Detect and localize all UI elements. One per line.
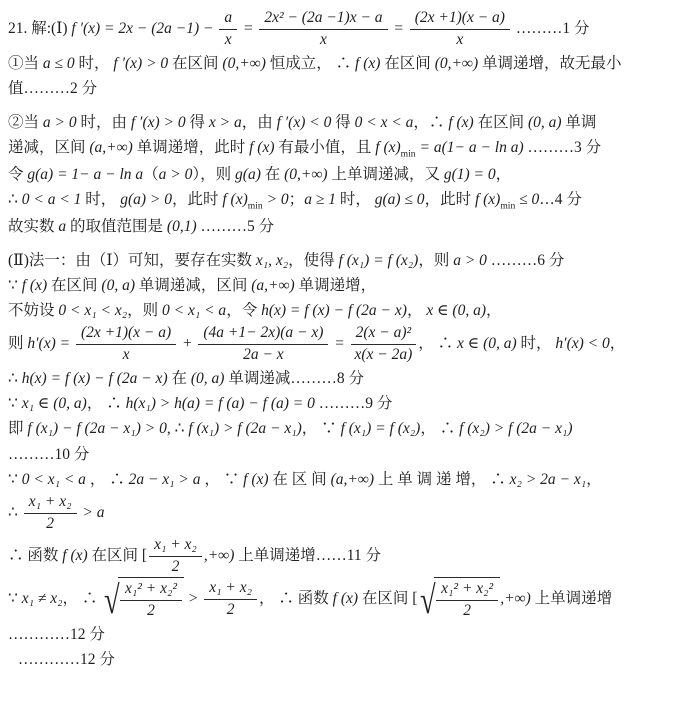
text-run: 在区间 <box>47 277 102 295</box>
fraction-numerator: x₁ + x₂ <box>24 493 77 514</box>
text-run: ，∴ <box>413 114 449 132</box>
fraction-denominator: 2 <box>147 602 155 620</box>
text-run: 故实数 <box>8 218 59 235</box>
math-expression: x ∈ (0, a) <box>456 335 517 353</box>
text-run: 单调递增， <box>294 277 377 295</box>
fraction-denominator: 2 <box>463 602 472 620</box>
fraction <box>22 493 79 534</box>
text-run: 上单调递增 <box>530 590 613 608</box>
text-run: 的取值范围是 <box>66 218 167 235</box>
math-expression: (0,+∞) <box>222 54 266 72</box>
line-8-range <box>8 214 672 239</box>
math-expression: x ∈ (0, a) <box>426 302 487 320</box>
text-run: ， ∴ <box>418 335 457 353</box>
fraction-denominator: x <box>456 30 464 48</box>
fraction-denominator: x <box>224 30 232 48</box>
text-run: 时， <box>516 335 556 353</box>
text-run: ………6 分 <box>486 252 565 270</box>
text-run: ， ∴ 函数 <box>259 590 333 608</box>
math-expression: a ≥ 1 <box>304 191 336 209</box>
math-expression: + <box>178 335 197 353</box>
text-run: ， ∴ <box>420 420 460 438</box>
text-run: 单调递增，故无最小 <box>478 54 622 72</box>
fraction-denominator: 2a − x <box>243 346 284 364</box>
text-run: 单调递减………8 分 <box>224 370 364 388</box>
text-run: 恒成立， ∴ <box>265 54 356 72</box>
text-run: ∴ <box>8 191 22 209</box>
fraction <box>202 579 259 620</box>
math-expression: f (x₂) > f (2a − x₁) <box>459 420 573 438</box>
text-run: , ∴ <box>166 420 189 438</box>
fraction-numerator: x₁ + x₂ <box>204 579 257 600</box>
math-expression: g(1) = 0 <box>443 166 496 184</box>
fraction-numerator: (2x +1)(x − a) <box>410 9 510 30</box>
fraction-numerator: (2x +1)(x − a) <box>76 324 176 345</box>
math-expression: f (x) <box>249 139 275 157</box>
math-expression: 0 < a < 1 <box>21 191 82 209</box>
math-expression: 0 < x₁ < a <box>21 470 86 488</box>
text-run: ，则 <box>127 302 162 320</box>
text-run: 时， <box>81 191 121 209</box>
math-expression: (0,+∞) <box>434 54 479 72</box>
text-run: ， <box>406 302 427 320</box>
math-expression: f (x) <box>448 114 474 132</box>
line-4-case2 <box>8 110 672 135</box>
line-11-h-def <box>8 298 672 323</box>
line-10-monotonicity <box>8 273 672 298</box>
text-run: 有最小值，且 <box>274 139 376 157</box>
text-run: ∴ <box>8 503 22 521</box>
line-7-sign-analysis <box>8 187 672 214</box>
text-run: 值………2 分 <box>8 79 98 97</box>
math-expression: a > 0 <box>42 114 77 132</box>
math-expression: a > 0 <box>158 166 193 184</box>
text-run: …4 分 <box>539 191 582 209</box>
line-18-midpoint <box>8 492 672 535</box>
text-run: 得 <box>185 114 209 132</box>
line-14-h-positive <box>8 391 672 416</box>
text-run: 在区间 [ <box>87 546 148 564</box>
subscript-label: min <box>247 200 263 212</box>
text-run: …………12 分 <box>8 626 105 644</box>
math-expression: f ′(x) < 0 <box>276 114 332 132</box>
math-expression: = a(1− a − ln a) <box>415 139 524 157</box>
text-run: 得 <box>331 114 355 132</box>
math-expression: f (x₁) > f (2a − x₁) <box>188 420 302 438</box>
math-expression: h(x) = f (x) − f (2a − x) <box>21 370 168 388</box>
square-root <box>101 577 184 622</box>
math-expression: ≤ 0 <box>515 191 540 209</box>
text-run: ………9 分 <box>314 395 393 413</box>
math-expression: f (x) <box>355 54 381 72</box>
text-run: 在区间 <box>473 114 528 132</box>
text-run: ， <box>486 302 502 320</box>
line-20-sqrt-comparison <box>8 577 672 622</box>
radical-icon: √ <box>420 577 437 622</box>
text-run: ∵ <box>8 470 22 488</box>
line-15-inequality-chain <box>8 416 672 441</box>
math-expression: x₁ ∈ (0, a) <box>21 395 87 413</box>
text-run: 上单调递增……11 分 <box>234 546 382 564</box>
math-expression: 0 < x₁ < a <box>162 302 227 320</box>
text-run: 令 <box>8 166 28 184</box>
square-root <box>417 577 500 622</box>
text-run: ，此时 <box>424 191 475 209</box>
text-run: …………12 分 <box>18 651 115 669</box>
fraction-denominator: 2 <box>226 601 235 619</box>
fraction-denominator: 2 <box>46 514 54 532</box>
text-run: 在区间 <box>168 54 223 72</box>
fraction <box>217 9 239 50</box>
text-run: ∵ <box>8 277 22 295</box>
line-12-h-derivative <box>8 323 672 366</box>
math-expression: f (x) <box>332 590 359 608</box>
text-run: ∴ 函数 <box>8 546 63 564</box>
text-run: 在 <box>167 370 191 388</box>
text-run: ①当 <box>8 54 43 72</box>
math-expression: = <box>239 19 258 37</box>
text-run: ………5 分 <box>196 218 275 235</box>
text-run: 上 单 调 递 增， ∴ <box>374 470 510 488</box>
fraction <box>408 9 512 50</box>
math-expression: (a,+∞) <box>251 277 295 295</box>
math-expression: h(x) = f (x) − f (2a − x) <box>261 302 407 320</box>
math-expression: h(x₁) > h(a) = f (a) − f (a) = 0 <box>125 395 315 413</box>
math-expression: (0, a) <box>190 370 225 388</box>
radicand <box>118 577 184 622</box>
math-expression: f (x) <box>243 470 269 488</box>
text-run: 单调递减，区间 <box>134 277 252 295</box>
text-run: ， <box>495 166 512 184</box>
text-run: 在区间 <box>380 54 435 72</box>
text-run: 单调 <box>561 114 597 132</box>
math-expression: (0, a) <box>101 277 135 295</box>
fraction-numerator: x₁² + x₂² <box>120 580 182 601</box>
line-13-h-decreasing <box>8 366 672 391</box>
math-expression: > 0 <box>262 191 289 209</box>
math-expression: > <box>184 590 203 608</box>
math-expression: f (x₁) = f (x₂) <box>338 252 419 270</box>
line-17-x2-bound <box>8 467 672 492</box>
text-run: ， ∴ <box>62 590 102 608</box>
text-run: ， ∵ <box>301 420 341 438</box>
text-run: ………3 分 <box>523 139 602 157</box>
math-expression: f ′(x) = 2x − (2a −1) − <box>71 19 218 37</box>
math-expression: (0, a) <box>527 114 562 132</box>
math-expression: ,+∞) <box>500 590 531 608</box>
math-expression: f (x) <box>474 191 501 209</box>
math-expression: h′(x) = <box>27 335 74 353</box>
line-6-g-def <box>8 162 672 187</box>
math-expression: x₁ ≠ x₂ <box>21 590 63 608</box>
math-expression: f (x₁) − f (2a − x₁) > 0 <box>27 420 167 438</box>
math-expression: x₁, x₂ <box>255 252 289 270</box>
text-run: 单调递增，此时 <box>132 139 250 157</box>
text-run: 时，由 <box>76 114 131 132</box>
text-run: ∵ <box>8 395 22 413</box>
text-run: 在区间 [ <box>358 590 418 608</box>
math-expression: g(a) > 0 <box>120 191 172 209</box>
text-run: ，由 <box>241 114 277 132</box>
text-run: (Ⅱ)法一：由（Ⅰ）可知，要存在实数 <box>8 252 256 270</box>
text-run: 上单调递减，又 <box>327 166 444 184</box>
math-expression: f ′(x) > 0 <box>113 54 169 72</box>
math-expression: = <box>389 19 408 37</box>
math-expression: f (x) <box>62 546 88 564</box>
line-2-case1 <box>8 51 672 76</box>
fraction <box>349 324 419 365</box>
fraction <box>434 580 500 621</box>
math-expression: > a <box>78 503 105 521</box>
line-22-score12b <box>8 647 672 672</box>
math-expression: a ≤ 0 <box>42 54 75 72</box>
text-run: 即 <box>8 420 28 438</box>
text-run: ），则 <box>192 166 236 184</box>
line-16-score10 <box>8 442 672 467</box>
subscript-label: min <box>500 200 516 212</box>
math-expression: h′(x) < 0 <box>555 335 610 353</box>
math-expression: (0,1) <box>166 218 197 235</box>
fraction-numerator: x₁ + x₂ <box>149 536 202 557</box>
line-19-increasing-interval <box>8 535 672 578</box>
text-run: ，令 <box>226 302 262 320</box>
text-run: 递减，区间 <box>8 139 90 157</box>
text-run: 21. 解:(Ⅰ) <box>8 19 72 37</box>
text-run: 时， <box>74 54 114 72</box>
text-run: ………10 分 <box>8 445 90 463</box>
line-1-derivative <box>8 8 672 51</box>
line-9-part2-start <box>8 248 672 273</box>
math-expression: (a,+∞) <box>330 470 375 488</box>
fraction <box>118 580 184 621</box>
text-run: ∴ <box>8 370 22 388</box>
text-run: 则 <box>8 335 28 353</box>
fraction-denominator: x(x − 2a) <box>354 346 413 364</box>
text-run: ，则 <box>418 252 454 270</box>
math-expression: (0,+∞) <box>284 166 328 184</box>
math-expression: f ′(x) > 0 <box>130 114 186 132</box>
math-expression: a <box>58 218 67 235</box>
line-21-score12a <box>8 622 672 647</box>
fraction-numerator: a <box>219 9 237 30</box>
text-run: ， ∴ <box>85 470 129 488</box>
text-run: 时， <box>335 191 375 209</box>
text-run: 在 <box>260 166 285 184</box>
fraction-numerator: (4a +1− 2x)(a − x) <box>198 324 328 345</box>
math-expression: g(a) ≤ 0 <box>374 191 425 209</box>
math-expression: g(a) = 1− a − ln a <box>27 166 144 184</box>
text-run: ②当 <box>8 114 43 132</box>
fraction <box>196 324 330 365</box>
text-run: （ <box>143 166 159 184</box>
math-expression: f (x) <box>375 139 401 157</box>
text-run: ， <box>586 470 602 488</box>
math-expression: x₂ > 2a − x₁ <box>509 470 587 488</box>
math-expression: = <box>330 335 349 353</box>
radical-icon: √ <box>104 577 120 622</box>
text-run: ， <box>609 335 626 353</box>
text-run: ，此时 <box>171 191 223 209</box>
math-expression: f (x₁) = f (x₂) <box>340 420 421 438</box>
math-expression: 2a − x₁ > a <box>128 470 201 488</box>
fraction <box>147 536 204 577</box>
math-expression: g(a) <box>235 166 261 184</box>
fraction-numerator: 2x² − (2a −1)x − a <box>259 9 387 30</box>
text-run: ，使得 <box>288 252 339 270</box>
fraction <box>74 324 178 365</box>
math-expression: x > a <box>208 114 242 132</box>
fraction-denominator: x <box>122 346 130 364</box>
text-run: ， ∴ <box>86 395 126 413</box>
solution-body <box>8 8 672 672</box>
text-run: ； <box>288 191 305 209</box>
text-run: 在 区 间 <box>268 470 331 488</box>
radicand <box>434 577 500 622</box>
subscript-label: min <box>400 148 416 160</box>
fraction-denominator: 2 <box>171 557 180 575</box>
math-expression: f (x) <box>222 191 248 209</box>
math-expression: 0 < x₁ < x₂ <box>58 302 128 320</box>
fraction-numerator: x₁² + x₂² <box>436 580 498 601</box>
math-expression: a > 0 <box>453 252 487 270</box>
line-5-min-value <box>8 135 672 162</box>
fraction-numerator: 2(x − a)² <box>351 324 417 345</box>
text-run: ， ∵ <box>200 470 244 488</box>
fraction <box>257 9 389 50</box>
text-run: 不妨设 <box>8 302 59 320</box>
math-expression: 0 < x < a <box>354 114 414 132</box>
fraction-denominator: x <box>319 30 327 48</box>
text-run: ………1 分 <box>511 19 590 37</box>
math-expression: (a,+∞) <box>89 139 133 157</box>
math-expression: f (x) <box>21 277 48 295</box>
line-3-score2 <box>8 76 672 101</box>
math-expression: ,+∞) <box>203 546 235 564</box>
text-run: ∵ <box>8 590 22 608</box>
